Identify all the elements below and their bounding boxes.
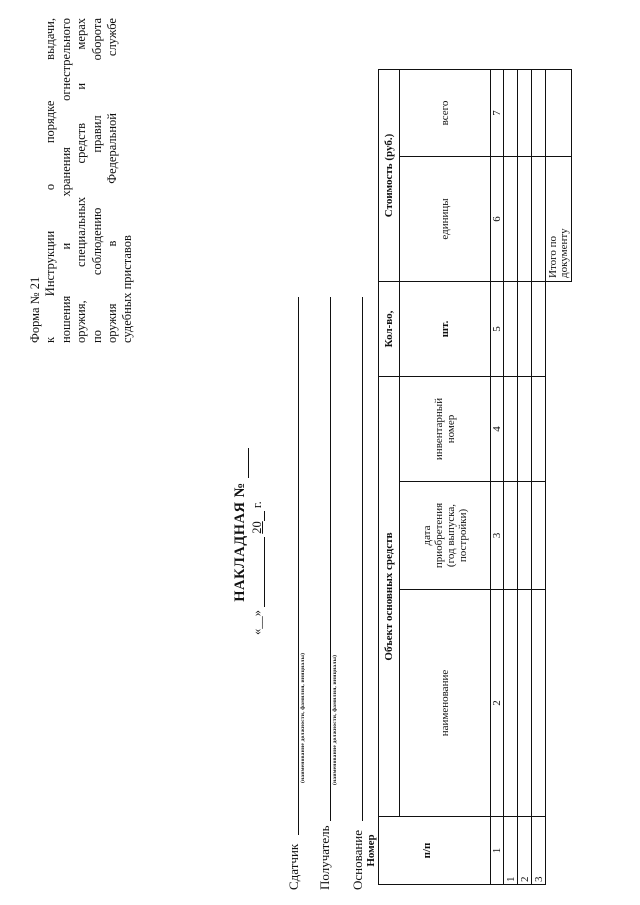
cost-header: Стоимость (руб.) <box>379 69 400 281</box>
table-cell[interactable] <box>532 156 546 281</box>
table-cell[interactable] <box>532 482 546 590</box>
table-cell[interactable] <box>532 69 546 156</box>
receiver-label: Получатель <box>317 825 332 890</box>
date-year-suffix: г. <box>250 501 264 509</box>
table-cell[interactable] <box>504 69 518 156</box>
column-number: 4 <box>491 376 504 481</box>
total-label-line: Итого по <box>546 235 559 278</box>
form-header-line: к Инструкции о порядке выдачи, <box>43 18 58 343</box>
total-cost-header: всего <box>400 69 491 156</box>
object-header: Объект основных средств <box>379 376 400 816</box>
form-header-line: ношения и хранения огнестрельного <box>58 18 73 343</box>
column-number: 1 <box>491 817 504 885</box>
form-number: Форма № 21 <box>28 276 42 343</box>
sender-label: Сдатчик <box>286 843 301 890</box>
unit-cost-header: единицы <box>400 156 491 281</box>
empty-cell <box>546 482 572 590</box>
acquisition-date-header-line: приобретения <box>433 502 445 569</box>
table-cell[interactable] <box>504 482 518 590</box>
number-header-text: Номер <box>364 834 377 867</box>
form-header-line: судебных приставов <box>120 235 135 343</box>
table-cell[interactable] <box>504 156 518 281</box>
form-header <box>28 18 136 343</box>
invoice-table <box>364 69 572 885</box>
total-value-cell[interactable] <box>546 69 572 156</box>
table-cell[interactable] <box>518 376 532 481</box>
total-label <box>546 156 572 281</box>
acquisition-date-header-line: дата <box>421 525 433 546</box>
document-number-blank <box>236 448 249 478</box>
basis-label: Основание <box>350 829 365 890</box>
row-number: 3 <box>532 817 546 885</box>
sender-hint: (наименование должности, фамилия, инициалы) <box>300 652 306 783</box>
empty-cell <box>546 817 572 885</box>
table-cell[interactable] <box>504 376 518 481</box>
column-number: 6 <box>491 156 504 281</box>
date-day: «__» <box>250 610 264 635</box>
pcs-header: шт. <box>400 281 491 376</box>
table-cell[interactable] <box>518 156 532 281</box>
table-cell[interactable] <box>504 281 518 376</box>
acquisition-date-header-line: (год выпуска, <box>445 503 457 568</box>
col-number-header <box>364 817 491 885</box>
form-header-line: оружия в Федеральной службе <box>105 18 120 343</box>
column-number: 3 <box>491 482 504 590</box>
receiver-hint: (наименование должности, фамилия, инициалы) <box>332 654 338 785</box>
form-header-line: по соблюдению правил оборота <box>89 18 104 343</box>
sender-line[interactable] <box>297 297 299 835</box>
row-number: 2 <box>518 817 532 885</box>
table-row <box>504 69 518 884</box>
name-header: наименование <box>400 590 491 817</box>
table-cell[interactable] <box>532 590 546 817</box>
column-number: 2 <box>491 590 504 817</box>
date-year-prefix: 20 <box>250 521 264 534</box>
total-row <box>546 69 572 884</box>
row-number: 1 <box>504 817 518 885</box>
table-cell[interactable] <box>532 376 546 481</box>
table-cell[interactable] <box>504 590 518 817</box>
empty-cell <box>546 376 572 481</box>
table-row <box>518 69 532 884</box>
column-number: 7 <box>491 69 504 156</box>
pp-header-text: п/п <box>420 842 433 859</box>
date-line <box>250 501 265 635</box>
column-number: 5 <box>491 281 504 376</box>
basis-line[interactable] <box>361 297 363 821</box>
acquisition-date-header-line: постройки) <box>457 508 469 563</box>
column-numbers-row <box>491 69 504 884</box>
date-year-blank <box>253 511 265 521</box>
total-label-line: документу <box>557 228 570 278</box>
inventory-number-header-line: инвентарный <box>433 397 445 461</box>
table-subheader-row <box>400 69 491 884</box>
quantity-header: Кол-во, <box>379 281 400 376</box>
form-header-line: оружия, специальных средств и мерах <box>74 18 89 343</box>
receiver-line[interactable] <box>329 297 331 821</box>
empty-cell <box>546 281 572 376</box>
table-header-row <box>379 69 400 884</box>
table-cell[interactable] <box>518 69 532 156</box>
acquisition-date-header <box>400 482 491 590</box>
table-cell[interactable] <box>532 281 546 376</box>
inventory-number-header-line: номер <box>445 414 457 444</box>
document-title-text: НАКЛАДНАЯ № <box>232 482 248 602</box>
table-row <box>532 69 546 884</box>
table-cell[interactable] <box>518 590 532 817</box>
table-cell[interactable] <box>518 482 532 590</box>
document-title <box>232 345 249 705</box>
table-cell[interactable] <box>518 281 532 376</box>
empty-cell <box>546 590 572 817</box>
date-month-blank <box>253 537 265 607</box>
inventory-number-header <box>400 376 491 481</box>
